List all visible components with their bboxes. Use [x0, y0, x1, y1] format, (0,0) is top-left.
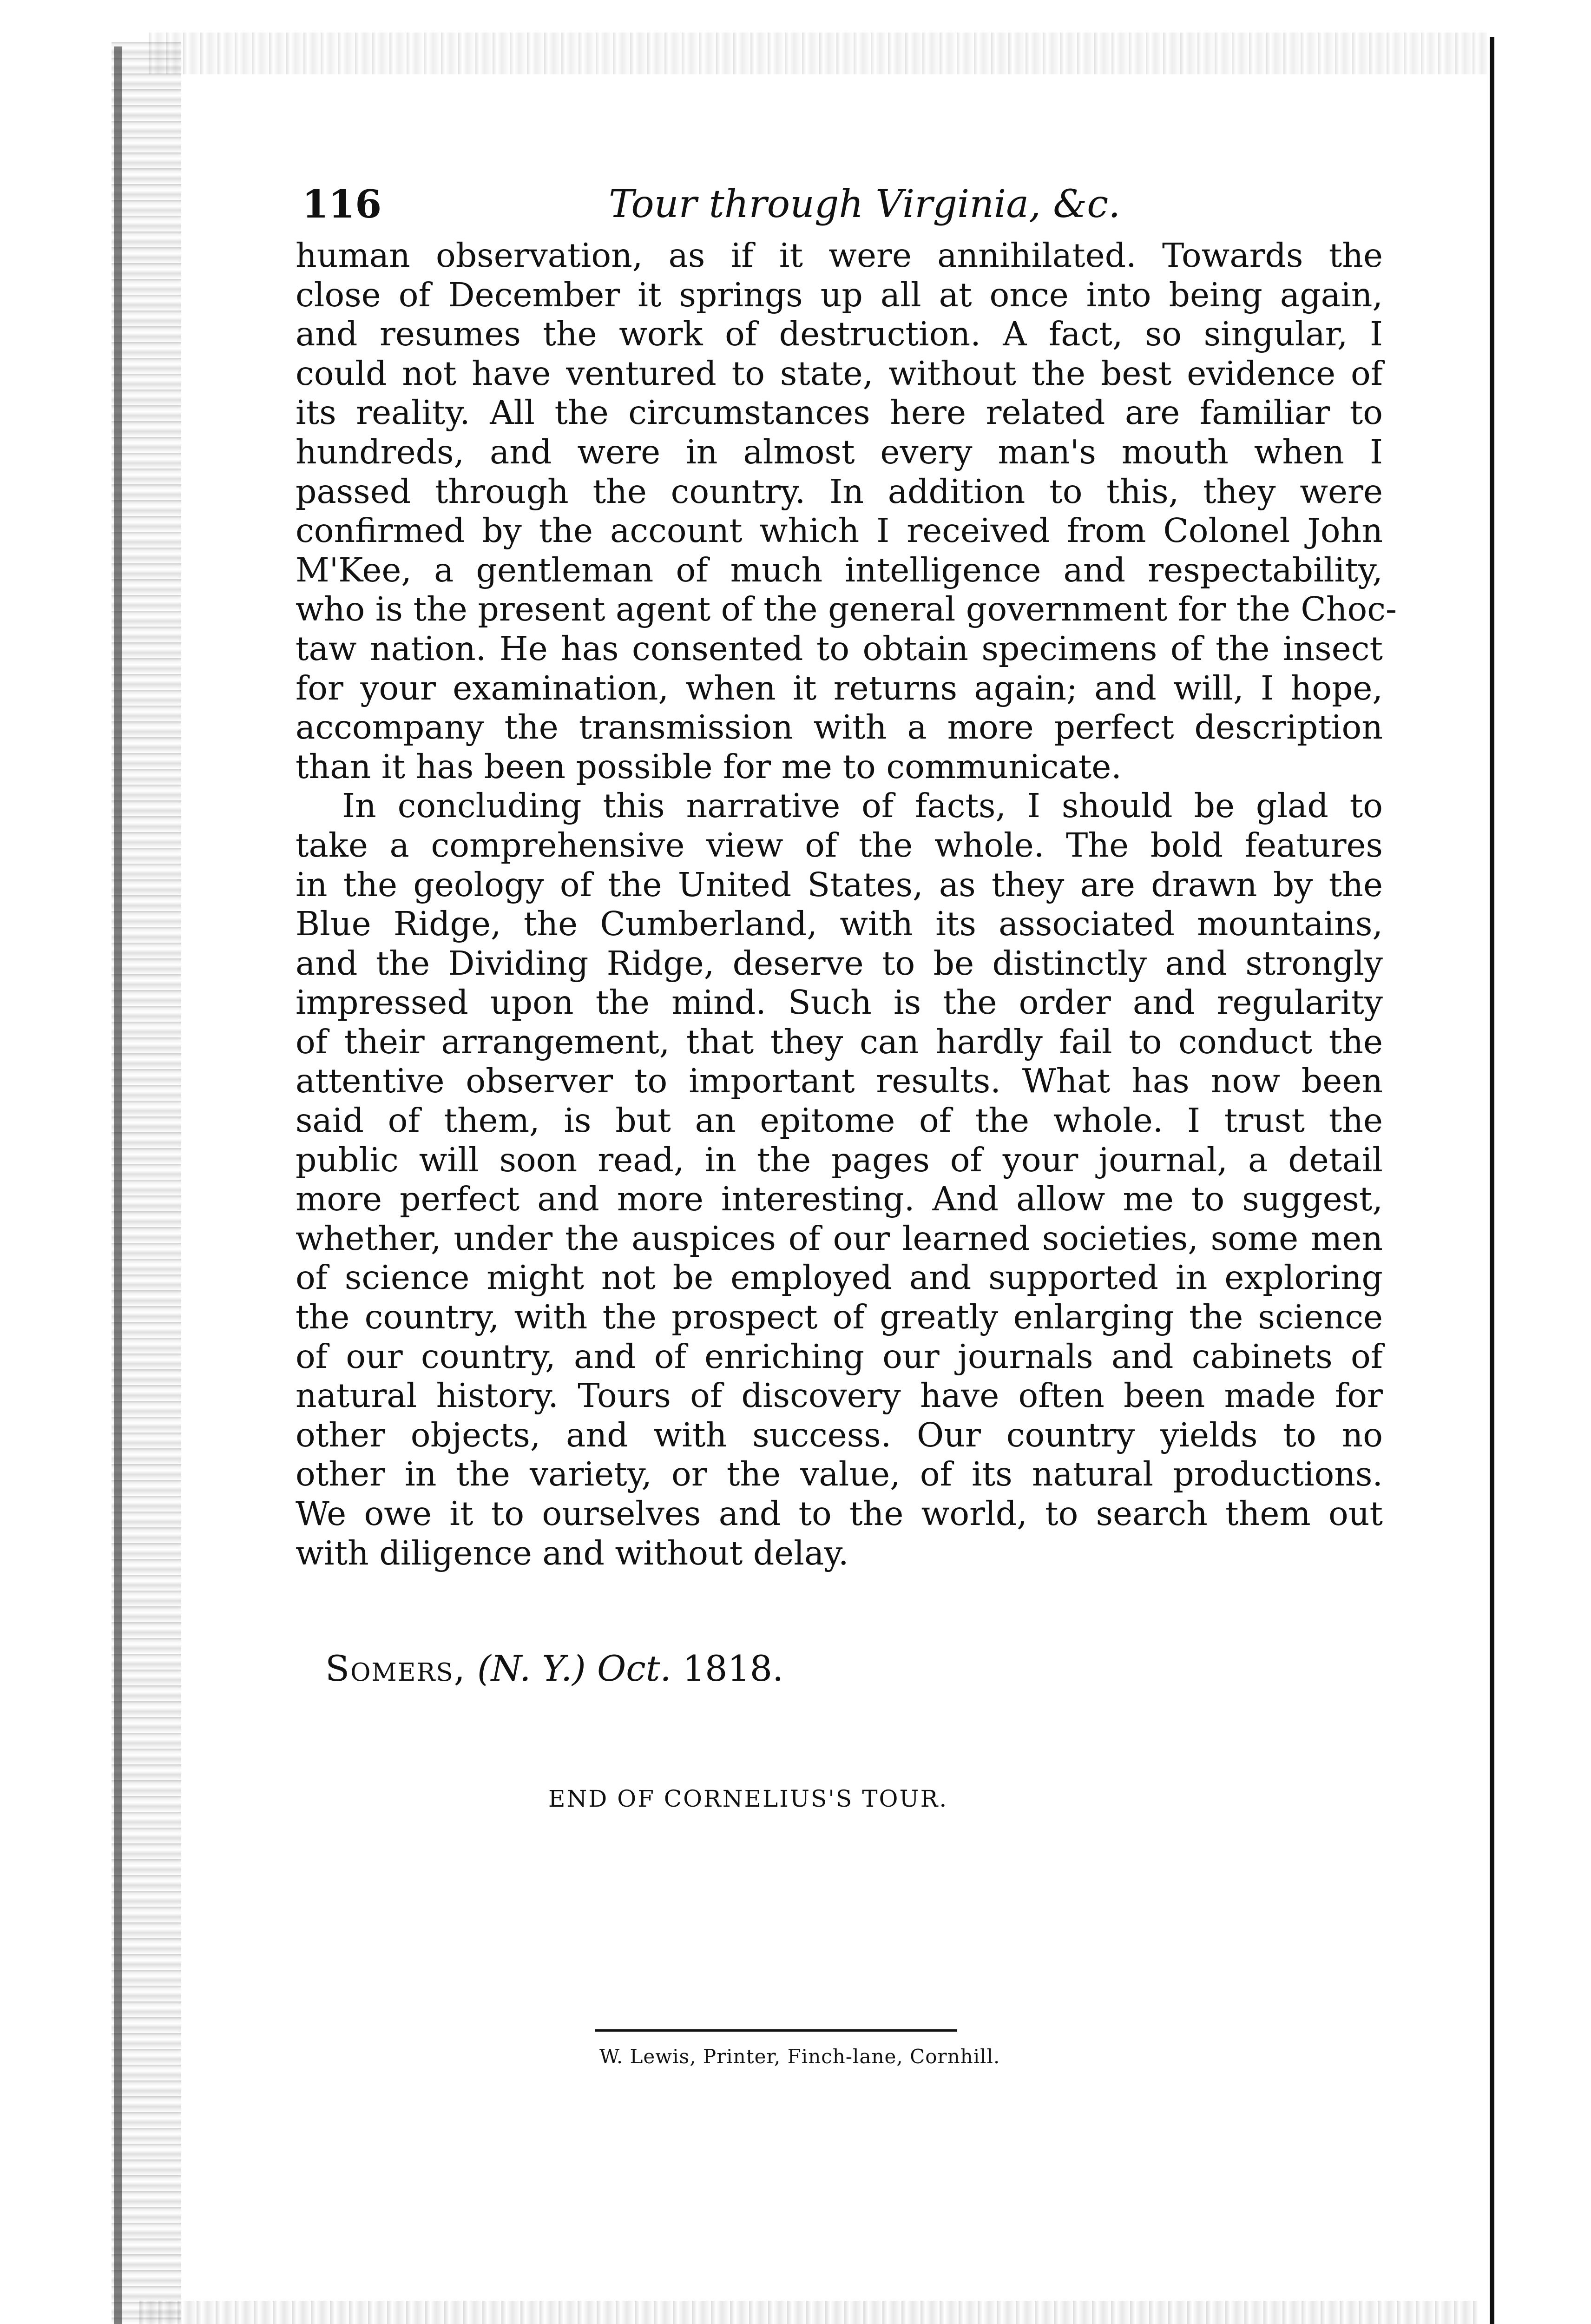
text-line: than it has been possible for me to communicate. [296, 747, 1122, 786]
text-line: and the Dividing Ridge, deserve to be distinctly and strongly [296, 944, 1383, 983]
text-line: Blue Ridge, the Cumberland, with its associated mountains, [296, 905, 1383, 944]
page-number: 116 [302, 182, 382, 227]
divider-rule [595, 2029, 957, 2032]
scan-edge-right-line [1490, 37, 1494, 2324]
signature-dateline [325, 1645, 783, 1692]
text-line: In concluding this narrative of facts, I should be glad to [342, 786, 1383, 825]
signature-year: 1818. [682, 1648, 784, 1689]
text-line: of science might not be employed and supported in exploring [296, 1258, 1383, 1297]
text-line: who is the present agent of the general government for the Choc- [296, 590, 1397, 629]
text-line: more perfect and more interesting. And allow me to suggest, [296, 1180, 1383, 1219]
text-line: in the geology of the United States, as they are drawn by the [296, 865, 1383, 904]
text-line: attentive observer to important results. What has now been [296, 1062, 1383, 1101]
text-line: for your examination, when it returns again; and will, I hope, [296, 668, 1383, 707]
text-line: We owe it to ourselves and to the world, to search them out [296, 1494, 1383, 1533]
text-line: impressed upon the mind. Such is the order and regularity [296, 983, 1383, 1022]
text-line: accompany the transmission with a more perfect description [296, 708, 1383, 747]
end-note: END OF CORNELIUS'S TOUR. [548, 1785, 948, 1812]
page-header [302, 177, 1385, 232]
text-line: close of December it springs up all at once into being again, [296, 275, 1383, 314]
text-line: with diligence and without delay. [296, 1533, 849, 1572]
text-line: confirmed by the account which I received from Colonel John [296, 511, 1383, 550]
text-line: of their arrangement, that they can hardly fail to conduct the [296, 1022, 1383, 1061]
paragraph-1 [296, 236, 1397, 786]
text-line: whether, under the auspices of our learned societies, some men [296, 1219, 1383, 1258]
text-line: the country, with the prospect of greatly enlarging the science [296, 1298, 1383, 1337]
text-line: taw nation. He has consented to obtain specimens of the insect [296, 629, 1383, 668]
text-line: said of them, is but an epitome of the whole. I trust the [296, 1101, 1383, 1140]
text-line: natural history. Tours of discovery have often been made for [296, 1376, 1383, 1415]
paragraph-2 [296, 786, 1383, 1573]
text-line: take a comprehensive view of the whole. The bold features [296, 825, 1383, 865]
scan-edge-left-line [114, 46, 122, 2324]
text-line: its reality. All the circumstances here related are familiar to [296, 393, 1383, 432]
running-title: Tour through Virginia, &c. [609, 182, 1121, 226]
text-line: human observation, as if it were annihilated. Towards the [296, 236, 1383, 275]
text-line: and resumes the work of destruction. A fact, so singular, I [296, 315, 1383, 354]
signature-month: Oct. [597, 1648, 671, 1689]
scan-edge-top [149, 33, 1487, 74]
text-line: hundreds, and were in almost every man's mouth when I [296, 432, 1383, 471]
text-line: other in the variety, or the value, of its natural productions. [296, 1455, 1383, 1494]
signature-place: Somers, [325, 1648, 466, 1689]
printer-imprint: W. Lewis, Printer, Finch-lane, Cornhill. [599, 2045, 1000, 2068]
text-line: could not have ventured to state, without the best evidence of [296, 354, 1383, 393]
text-line: passed through the country. In addition to this, they were [296, 472, 1383, 511]
text-line: of our country, and of enriching our journals and cabinets of [296, 1337, 1383, 1376]
body-text [296, 236, 1397, 1573]
text-line: M'Kee, a gentleman of much intelligence and respectability, [296, 550, 1383, 589]
text-line: public will soon read, in the pages of your journal, a detail [296, 1140, 1383, 1179]
signature-state: (N. Y.) [477, 1648, 586, 1689]
scan-edge-bottom [139, 2301, 1478, 2324]
text-line: other objects, and with success. Our country yields to no [296, 1415, 1383, 1454]
